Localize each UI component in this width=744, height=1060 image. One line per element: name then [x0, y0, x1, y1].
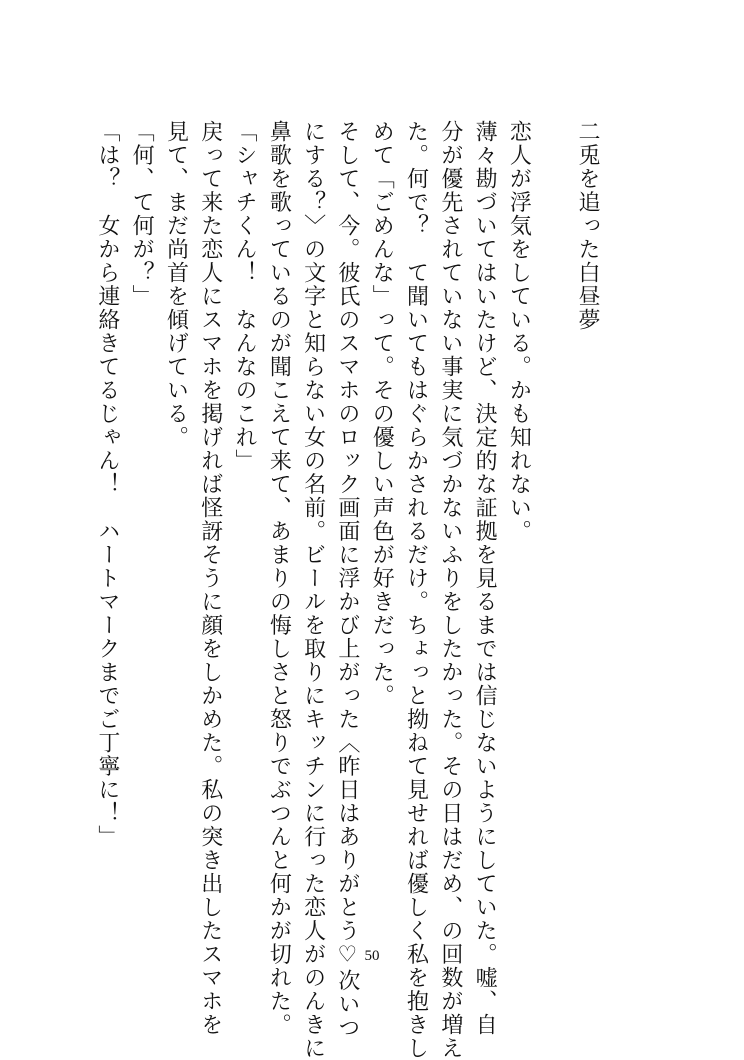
- chapter-title: 二兎を追った白昼夢: [575, 120, 600, 332]
- body-line-1: 恋人が浮気をしている。かも知れない。: [506, 120, 532, 543]
- body-line-13: 「は？ 女から連絡きてるじゃん！ ハートマークまでご丁寧に！」: [94, 120, 120, 849]
- body-line-9: 「シャチくん！ なんなのこれ」: [232, 120, 258, 473]
- body-line-6: そして、今。彼氏のスマホのロック画面に浮かび上がった〈昨日はありがとう♡次いつ: [334, 120, 360, 1040]
- body-line-11: 見て、まだ尚首を傾げている。: [163, 120, 189, 449]
- body-line-12: 「何、て何が？」: [129, 120, 155, 308]
- body-line-2: 薄々勘づいてはいたけど、決定的な証拠を見るまでは信じないようにしていた。嘘、自: [472, 120, 498, 1037]
- body-line-4: た。何で？ て聞いてもはぐらかされるだけ。ちょっと拗ねて見せれば優しく私を抱きし: [403, 120, 429, 1060]
- body-line-3: 分が優先されていない事実に気づかないふりをしたかった。その日はだめ、の回数が増え: [437, 120, 463, 1060]
- page-number: 50: [364, 948, 380, 964]
- body-line-5: めて「ごめんな」って。その優しい声色が好きだった。: [369, 120, 395, 708]
- body-line-8: 鼻歌を歌っているのが聞こえて来て、あまりの悔しさと怒りでぶつんと何かが切れた。: [266, 120, 292, 1037]
- body-line-10: 戻って来た恋人にスマホを掲げれば怪訝そうに顔をしかめた。私の突き出したスマホを: [197, 120, 223, 1037]
- body-line-7: にする？〉の文字と知らない女の名前。ビールを取りにキッチンに行った恋人がのんきに: [300, 120, 326, 1060]
